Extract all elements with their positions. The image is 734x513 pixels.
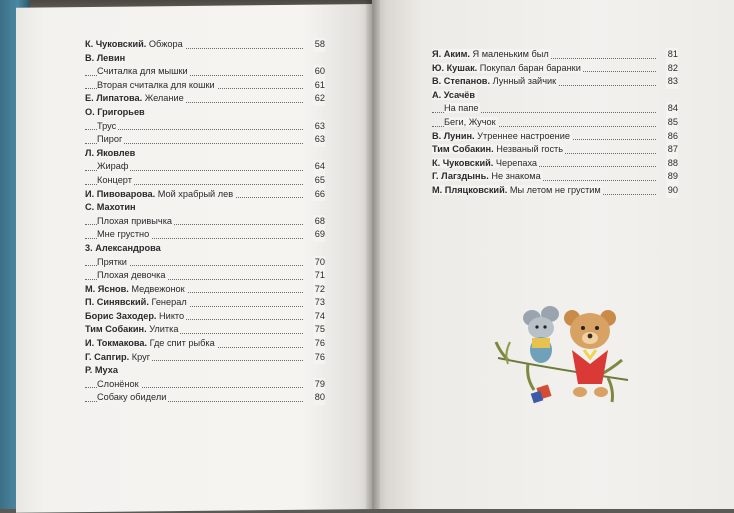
- toc-title: Лунный зайчик: [492, 76, 557, 87]
- toc-entry: [85, 65, 325, 79]
- toc-entry: [85, 174, 325, 188]
- toc-page-number: 90: [666, 184, 678, 198]
- toc-author: И. Токмакова.: [85, 338, 148, 349]
- toc-title: Покупал баран баранки: [479, 62, 581, 73]
- toc-entry: [85, 256, 325, 270]
- toc-title: Прятки: [97, 256, 127, 267]
- toc-title: Собаку обидели: [97, 392, 167, 403]
- toc-title: Слонёнок: [97, 378, 139, 389]
- toc-page-number: 81: [666, 48, 678, 62]
- toc-title: Никто: [159, 310, 185, 321]
- toc-entry: [85, 351, 325, 365]
- toc-author: К. Чуковский.: [432, 157, 494, 168]
- toc-title: Медвежонок: [131, 283, 185, 294]
- toc-author: М. Пляцковский.: [432, 184, 508, 195]
- toc-entry: [432, 89, 678, 103]
- toc-author: Борис Заходер.: [85, 310, 157, 321]
- toc-title: Беги, Жучок: [444, 116, 496, 127]
- toc-title: Черепаха: [495, 157, 538, 168]
- toc-title: Незваный гость: [496, 144, 564, 155]
- toc-entry: [85, 201, 325, 215]
- toc-page-number: 76: [313, 351, 325, 365]
- toc-author: В. Степанов.: [432, 76, 491, 87]
- toc-entry: [85, 147, 325, 161]
- left-table-of-contents: [85, 38, 325, 405]
- toc-author: О. Григорьев: [85, 106, 145, 117]
- toc-page-number: 58: [313, 38, 325, 52]
- toc-page-number: 88: [666, 157, 678, 171]
- toc-page-number: 63: [313, 133, 325, 147]
- toc-title: Где спит рыбка: [149, 338, 215, 349]
- toc-title: Считалка для мышки: [97, 66, 188, 77]
- toc-title: Мы летом не грустим: [509, 184, 601, 195]
- toc-entry: [85, 79, 325, 93]
- toc-entry: [432, 62, 678, 76]
- toc-author: Я. Аким.: [432, 49, 470, 59]
- toc-entry: [432, 102, 678, 116]
- toc-page-number: 65: [313, 174, 325, 188]
- toc-author: В. Лунин.: [432, 130, 475, 141]
- toc-entry: [432, 184, 678, 198]
- toc-title: Жираф: [97, 161, 129, 172]
- toc-entry: [85, 269, 325, 283]
- toc-entry: [85, 38, 325, 52]
- toc-author: К. Чуковский.: [85, 39, 147, 49]
- toc-entry: [85, 323, 325, 337]
- toc-page-number: 85: [666, 116, 678, 130]
- toc-author: Л. Яковлев: [85, 147, 136, 158]
- toc-entry: [432, 130, 678, 144]
- toc-entry: [432, 143, 678, 157]
- toc-entry: [85, 106, 325, 120]
- toc-title: Генерал: [151, 297, 187, 308]
- toc-author: Р. Муха: [85, 365, 118, 376]
- toc-entry: [432, 116, 678, 130]
- toc-title: Желание: [144, 93, 184, 104]
- toc-author: Г. Лагздынь.: [432, 171, 489, 182]
- toc-page-number: 87: [666, 143, 678, 157]
- toc-author: Тим Собакин.: [85, 324, 147, 335]
- toc-page-number: 69: [313, 228, 325, 242]
- toc-page-number: 89: [666, 170, 678, 184]
- toc-title: Мой храбрый лев: [157, 188, 234, 199]
- toc-entry: [85, 242, 325, 256]
- toc-title: Вторая считалка для кошки: [97, 79, 215, 90]
- toc-entry: [85, 391, 325, 405]
- toc-page-number: 60: [313, 65, 325, 79]
- toc-entry: [85, 160, 325, 174]
- toc-author: 3. Александрова: [85, 242, 161, 253]
- toc-title: Не знакома: [491, 171, 541, 182]
- toc-page-number: 68: [313, 215, 325, 229]
- toc-entry: [85, 337, 325, 351]
- toc-page-number: 62: [313, 92, 325, 106]
- toc-author: Тим Собакин.: [432, 144, 494, 155]
- toc-title: Плохая привычка: [97, 215, 173, 226]
- toc-title: Трус: [97, 120, 117, 131]
- toc-title: Концерт: [97, 174, 132, 185]
- toc-page-number: 70: [313, 256, 325, 270]
- toc-page-number: 83: [666, 75, 678, 89]
- toc-entry: [85, 215, 325, 229]
- toc-author: С. Махотин: [85, 202, 136, 213]
- toc-entry: [85, 120, 325, 134]
- toc-page-number: 75: [313, 323, 325, 337]
- toc-author: Г. Сапгир.: [85, 351, 130, 362]
- toc-title: Круг: [131, 351, 151, 362]
- toc-entry: [85, 310, 325, 324]
- book-gutter: [366, 0, 380, 509]
- toc-title: Мне грустно: [97, 229, 150, 240]
- toc-entry: [432, 75, 678, 89]
- toc-entry: [85, 92, 325, 106]
- right-table-of-contents: [432, 48, 678, 198]
- toc-page-number: 64: [313, 160, 325, 174]
- toc-page-number: 74: [313, 310, 325, 324]
- toc-title: Улитка: [149, 324, 179, 335]
- toc-page-number: 72: [313, 283, 325, 297]
- toc-page-number: 73: [313, 296, 325, 310]
- toc-entry: [432, 48, 678, 62]
- toc-author: Ю. Кушак.: [432, 62, 478, 73]
- toc-author: А. Усачёв: [432, 89, 476, 100]
- toc-title: Я маленьким был: [472, 49, 549, 59]
- toc-entry: [432, 170, 678, 184]
- toc-page-number: 80: [313, 391, 325, 405]
- toc-entry: [85, 228, 325, 242]
- toc-entry: [85, 364, 325, 378]
- toc-page-number: 71: [313, 269, 325, 283]
- toc-author: М. Яснов.: [85, 283, 129, 294]
- toc-page-number: 84: [666, 102, 678, 116]
- toc-page-number: 82: [666, 62, 678, 76]
- toc-page-number: 86: [666, 130, 678, 144]
- toc-author: Е. Липатова.: [85, 93, 143, 104]
- toc-entry: [85, 188, 325, 202]
- toc-page-number: 76: [313, 337, 325, 351]
- toc-title: Плохая девочка: [97, 270, 166, 281]
- toc-entry: [432, 157, 678, 171]
- toc-page-number: 61: [313, 79, 325, 93]
- toc-entry: [85, 52, 325, 66]
- mouse-and-bear-illustration-icon: [488, 298, 638, 410]
- toc-title: Утреннее настроение: [477, 130, 570, 141]
- toc-title: На папе: [444, 103, 479, 114]
- toc-entry: [85, 296, 325, 310]
- toc-page-number: 66: [313, 188, 325, 202]
- toc-author: И. Пивоварова.: [85, 188, 156, 199]
- toc-title: Обжора: [148, 39, 183, 49]
- toc-author: В. Левин: [85, 52, 126, 63]
- toc-entry: [85, 378, 325, 392]
- toc-entry: [85, 283, 325, 297]
- toc-page-number: 79: [313, 378, 325, 392]
- toc-page-number: 63: [313, 120, 325, 134]
- toc-entry: [85, 133, 325, 147]
- toc-author: П. Синявский.: [85, 297, 149, 308]
- toc-title: Пирог: [97, 134, 123, 145]
